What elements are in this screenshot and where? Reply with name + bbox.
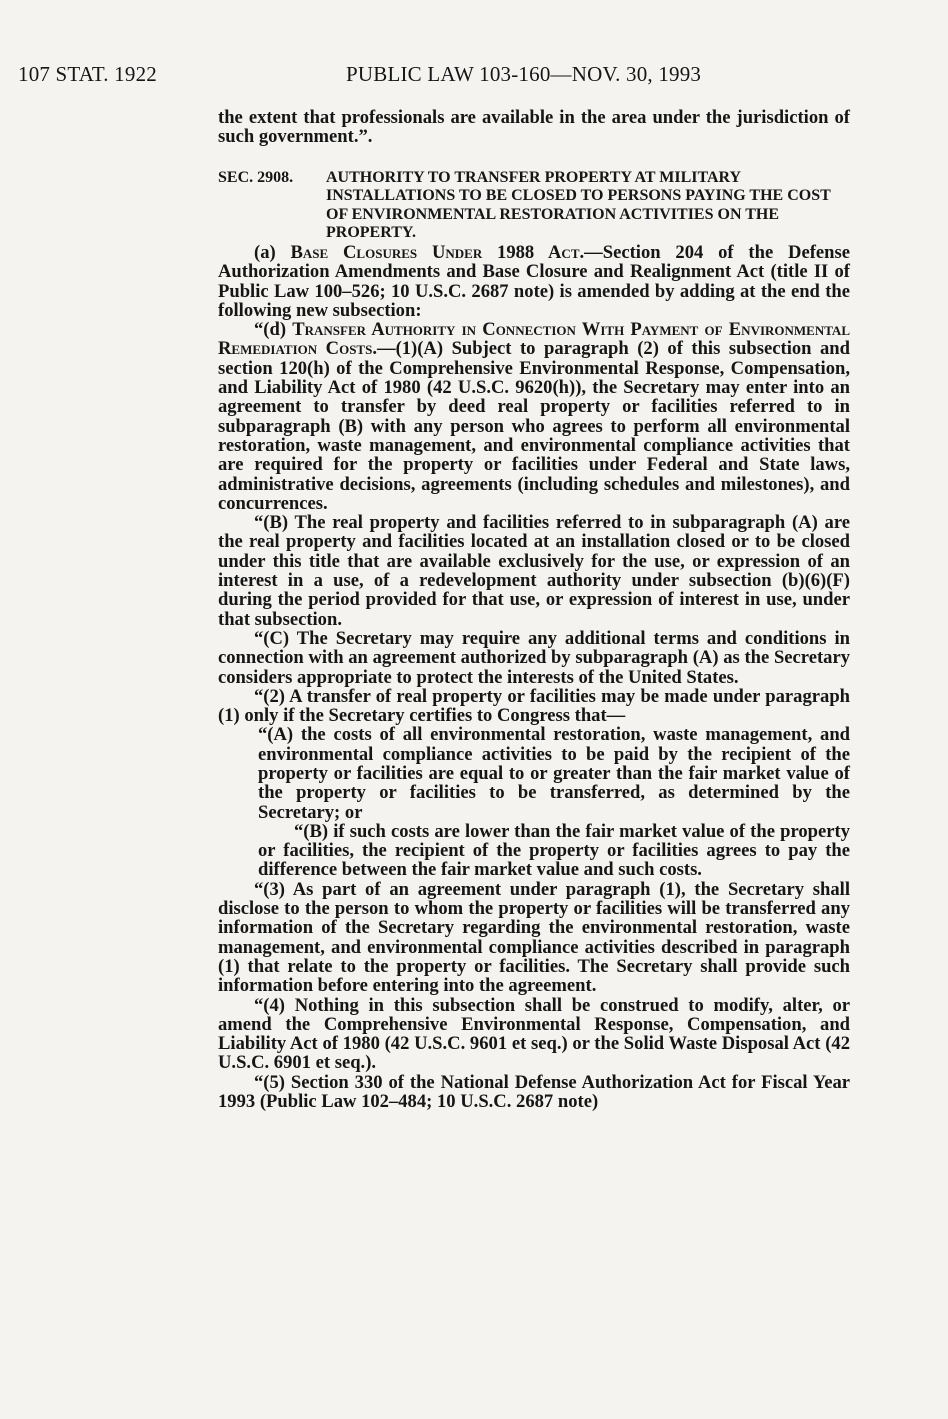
subsection-a-text: —Section 204 of the Defense Authorization Amendments and Base Closure and Realignment Act (title II of Public Law 100–526; 10 U.S.C. 2687 note) is amended by adding at the end the following new subsection: <box>218 241 850 321</box>
subsection-a-label: (a) <box>254 241 291 263</box>
intro-paragraph: the extent that professionals are available in the area under the jurisdiction of such government.”. <box>218 107 850 148</box>
section-heading <box>218 169 850 243</box>
paragraph-5: “(5) Section 330 of the National Defense Authorization Act for Fiscal Year 1993 (Public Law 102–484; 10 U.S.C. 2687 note) <box>218 1071 850 1113</box>
statute-page-number: 107 STAT. 1922 <box>18 62 157 86</box>
paragraph-1b: “(B) The real property and facilities referred to in subparagraph (A) are the real property and facilities located at an installation closed or to be closed under this title that are available exclusively for the use, or expression of an interest in a use, of a redevelopment authority under subsection (b)(6)(F) during the period provided for that use, or expression of interest in use, under that subsection. <box>218 512 850 630</box>
section-number: SEC. 2908. <box>218 168 294 186</box>
subsection-a-caption: Base Closures Under 1988 Act. <box>290 241 585 263</box>
subsection-d <box>218 320 850 513</box>
subsection-a <box>218 243 850 320</box>
subsection-d-text: —(1)(A) Subject to paragraph (2) of this subsection and section 120(h) of the Comprehensive Environmental Response, Compensation, and Liability Act of 1980 (42 U.S.C. 9620(h)), the Secretary may enter into an agreement to transfer by deed real property or facilities referred to in subparagraph (B) with any person who agrees to perform all environmental restoration, waste management, and environmental compliance activities that are required for the property or facilities under Federal and State laws, administrative decisions, agreements (including schedules and milestones), and concurrences. <box>218 338 850 514</box>
paragraph-3: “(3) As part of an agreement under paragraph (1), the Secretary shall disclose to the person to whom the property or facilities will be transferred any information of the Secretary regarding the environmental restoration, waste management, and environmental compliance activities described in paragraph (1) that relate to the property or facilities. The Secretary shall provide such information before entering into the agreement. <box>218 878 850 997</box>
paragraph-1c: “(C) The Secretary may require any additional terms and conditions in connection with an agreement authorized by subparagraph (A) as the Secretary considers appropriate to protect the interests of the United States. <box>218 627 850 688</box>
paragraph-2a: “(A) the costs of all environmental restoration, waste management, and environmental compliance activities to be paid by the recipient of the property or facilities are equal to or greater than the fair market value of the property or facilities to be transferred, as determined by the Secretary; or <box>258 724 850 823</box>
subsection-d-label: “(d) <box>254 319 293 341</box>
paragraph-2: “(2) A transfer of real property or facilities may be made under paragraph (1) only if the Secretary certifies to Congress that— <box>218 685 850 727</box>
document-body <box>218 108 850 1111</box>
subsection-d-caption: Transfer Authority in Connection With Payment of Environmental Remediation Costs. <box>218 319 850 360</box>
section-title: AUTHORITY TO TRANSFER PROPERTY AT MILITARY INSTALLATIONS TO BE CLOSED TO PERSONS PAYING THE COST OF ENVIRONMENTAL RESTORATION ACTIVITIES ON THE PROPERTY. <box>326 168 831 242</box>
paragraph-2b: “(B) if such costs are lower than the fair market value of the property or facilities, the recipient of the property or facilities agrees to pay the difference between the fair market value and such costs. <box>258 820 850 881</box>
paragraph-4: “(4) Nothing in this subsection shall be construed to modify, alter, or amend the Comprehensive Environmental Response, Compensation, and Liability Act of 1980 (42 U.S.C. 9601 et seq.) or the Solid Waste Disposal Act (42 U.S.C. 6901 et seq.). <box>218 994 850 1074</box>
public-law-citation: PUBLIC LAW 103-160—NOV. 30, 1993 <box>346 62 702 86</box>
